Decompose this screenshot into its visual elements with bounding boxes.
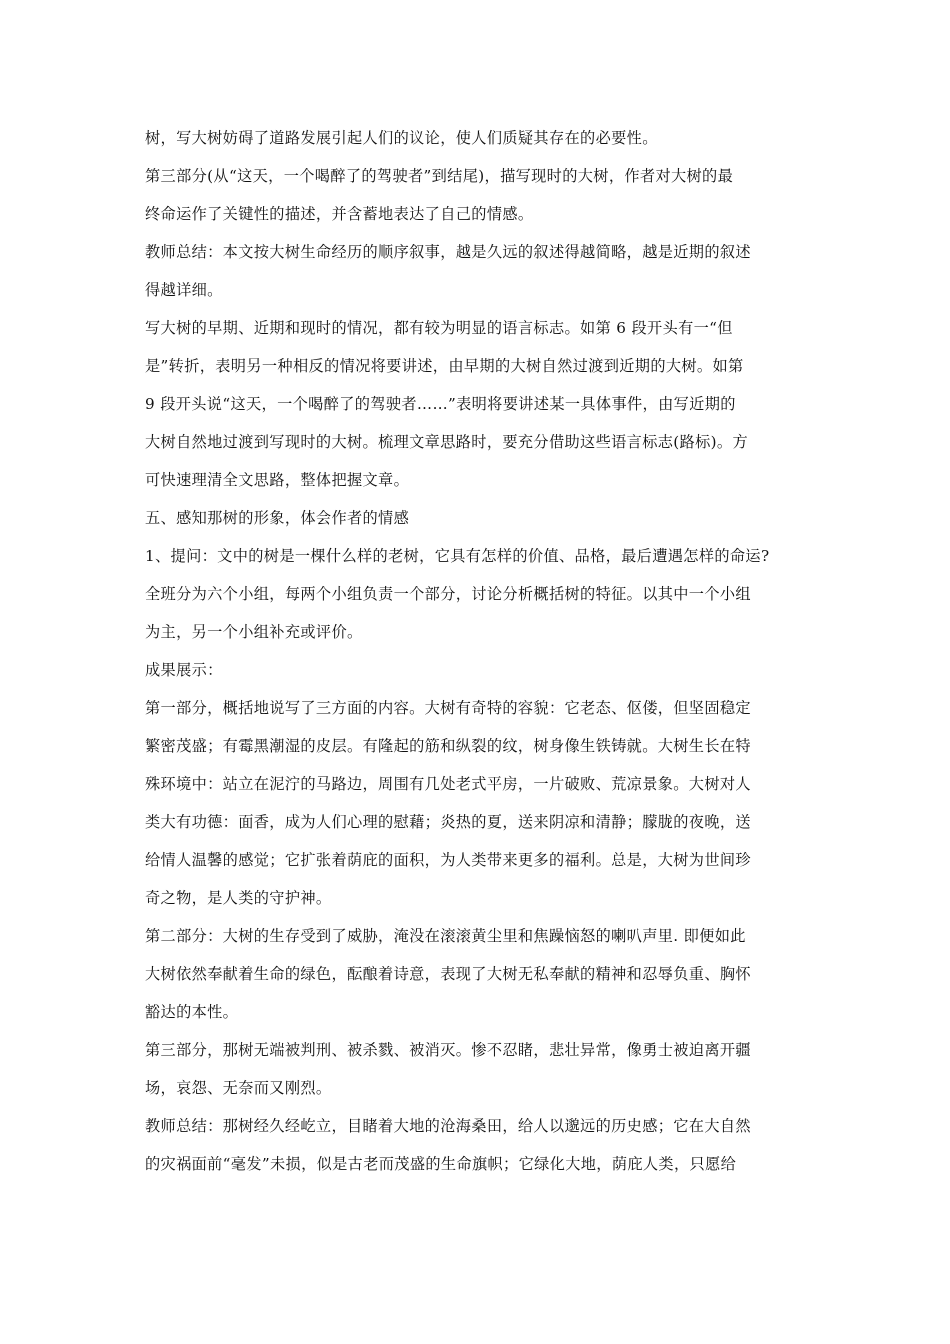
text-line: 终命运作了关键性的描述，并含蓄地表达了自己的情感。 [145,205,534,223]
text-line: 繁密茂盛；有霉黑潮湿的皮层。有隆起的筋和纵裂的纹，树身像生铁铸就。大树生长在特 [145,737,751,755]
text-line: 第一部分，概括地说写了三方面的内容。大树有奇特的容貌：它老态、伛偻，但坚固稳定 [145,699,751,717]
text-line: 大树自然地过渡到写现时的大树。梳理文章思路时，要充分借助这些语言标志(路标)。方 [145,433,748,451]
text-line: 是”转折，表明另一种相反的情况将要讲述，由早期的大树自然过渡到近期的大树。如第 [145,357,744,375]
section-heading: 五、感知那树的形象，体会作者的情感 [145,509,410,527]
text-line: 的灾祸面前“毫发”未损，似是古老而茂盛的生命旗帜；它绿化大地，荫庇人类，只愿给 [145,1155,737,1173]
text-line: 写大树的早期、近期和现时的情况，都有较为明显的语言标志。如第 6 段开头有一“但 [145,319,733,337]
text-line: 第三部分，那树无端被判刑、被杀戮、被消灭。惨不忍睹，悲壮异常，像勇士被迫离开疆 [145,1041,751,1059]
text-line: 9 段开头说“这天，一个喝醉了的驾驶者……”表明将要讲述某一具体事件，由写近期的 [145,395,736,413]
text-line: 豁达的本性。 [145,1003,239,1021]
text-line: 全班分为六个小组，每两个小组负责一个部分，讨论分析概括树的特征。以其中一个小组 [145,585,751,603]
text-line: 给情人温馨的感觉；它扩张着荫庇的面积，为人类带来更多的福利。总是，大树为世间珍 [145,851,751,869]
text-line: 教师总结：本文按大树生命经历的顺序叙事，越是久远的叙述得越简略，越是近期的叙述 [145,243,751,261]
text-line: 为主，另一个小组补充或评价。 [145,623,363,641]
text-line: 教师总结：那树经久经屹立，目睹着大地的沧海桑田，给人以邈远的历史感；它在大自然 [145,1117,751,1135]
text-line: 场，哀怨、无奈而又刚烈。 [145,1079,332,1097]
text-line: 可快速理清全文思路，整体把握文章。 [145,471,410,489]
text-line: 第三部分(从“这天，一个喝醉了的驾驶者”到结尾)，描写现时的大树，作者对大树的最 [145,167,734,185]
text-line: 1、提问：文中的树是一棵什么样的老树，它具有怎样的价值、品格，最后遭遇怎样的命运? [145,547,770,565]
text-line: 奇之物，是人类的守护神。 [145,889,332,907]
text-line: 成果展示： [145,661,223,679]
text-line: 殊环境中：站立在泥泞的马路边，周围有几处老式平房，一片破败、荒凉景象。大树对人 [145,775,751,793]
text-line: 第二部分：大树的生存受到了威胁，淹没在滚滚黄尘里和焦躁恼怒的喇叭声里. 即便如此 [145,927,746,945]
text-line: 树，写大树妨碍了道路发展引起人们的议论，使人们质疑其存在的必要性。 [145,129,658,147]
text-line: 类大有功德：面香，成为人们心理的慰藉；炎热的夏，送来阴凉和清静；朦胧的夜晚，送 [145,813,751,831]
text-line: 得越详细。 [145,281,223,299]
text-line: 大树依然奉献着生命的绿色，酝酿着诗意，表现了大树无私奉献的精神和忍辱负重、胸怀 [145,965,751,983]
